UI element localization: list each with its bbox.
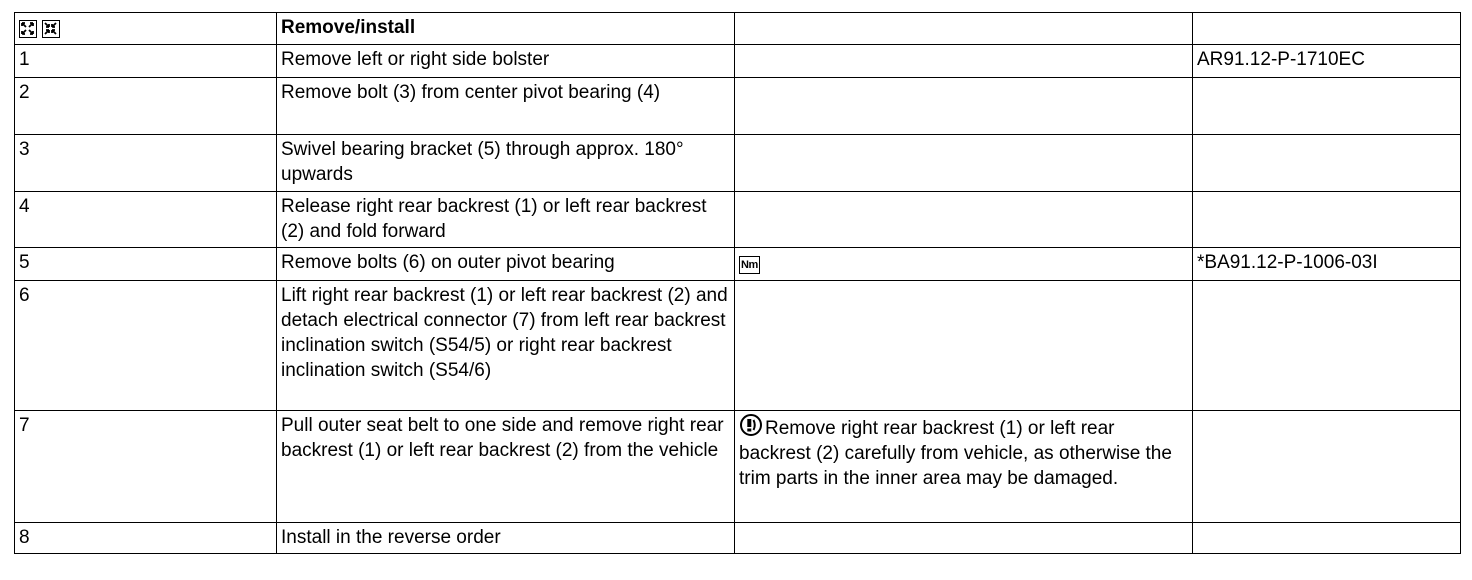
step-number: 7 [15, 411, 277, 523]
caution-note: Remove right rear backrest (1) or left rear backrest (2) carefully from vehicle, as otherwise the trim parts in the inner area may be damaged. [739, 418, 1172, 489]
step-note [735, 45, 1193, 78]
step-text: Install in the reverse order [277, 523, 735, 554]
step-number: 1 [15, 45, 277, 78]
caution-icon [739, 413, 763, 437]
step-note [735, 78, 1193, 135]
procedure-table [14, 12, 1461, 554]
step-number: 8 [15, 523, 277, 554]
step-text: Remove bolt (3) from center pivot bearing (4) [277, 78, 735, 135]
step-reference [1193, 78, 1461, 135]
step-reference [1193, 411, 1461, 523]
step-number: 6 [15, 281, 277, 411]
step-reference-link[interactable]: *BA91.12-P-1006-03I [1193, 248, 1461, 281]
step-text: Remove left or right side bolster [277, 45, 735, 78]
step-text: Lift right rear backrest (1) or left rear backrest (2) and detach electrical connector (7) from left rear backrest inclination switch (S54/5) or right rear backrest inclination switch (S54/6) [277, 281, 735, 411]
step-text: Release right rear backrest (1) or left rear backrest (2) and fold forward [277, 192, 735, 248]
step-reference [1193, 523, 1461, 554]
step-number: 5 [15, 248, 277, 281]
table-row [15, 78, 1461, 135]
header-icons-cell [15, 13, 277, 45]
torque-nm-icon[interactable]: Nm [739, 256, 760, 274]
step-note-cell [735, 411, 1193, 523]
step-note [735, 248, 1193, 281]
step-number: 3 [15, 135, 277, 192]
assemble-icon [42, 20, 60, 38]
step-reference [1193, 192, 1461, 248]
step-note [735, 192, 1193, 248]
step-reference [1193, 135, 1461, 192]
table-row [15, 45, 1461, 78]
step-reference-link[interactable]: AR91.12-P-1710EC [1193, 45, 1461, 78]
table-row [15, 411, 1461, 523]
table-header-row [15, 13, 1461, 45]
step-text: Pull outer seat belt to one side and remove right rear backrest (1) or left rear backrest (2) from the vehicle [277, 411, 735, 523]
header-title: Remove/install [277, 13, 735, 45]
table-row [15, 135, 1461, 192]
header-ref-cell [1193, 13, 1461, 45]
table-row [15, 248, 1461, 281]
table-row [15, 523, 1461, 554]
table-row [15, 192, 1461, 248]
step-number: 4 [15, 192, 277, 248]
disassemble-icon [19, 20, 37, 38]
step-note [735, 523, 1193, 554]
header-note-cell [735, 13, 1193, 45]
step-number: 2 [15, 78, 277, 135]
step-text: Remove bolts (6) on outer pivot bearing [277, 248, 735, 281]
step-text: Swivel bearing bracket (5) through approx. 180° upwards [277, 135, 735, 192]
step-note [735, 135, 1193, 192]
step-reference [1193, 281, 1461, 411]
step-note [735, 281, 1193, 411]
table-row [15, 281, 1461, 411]
